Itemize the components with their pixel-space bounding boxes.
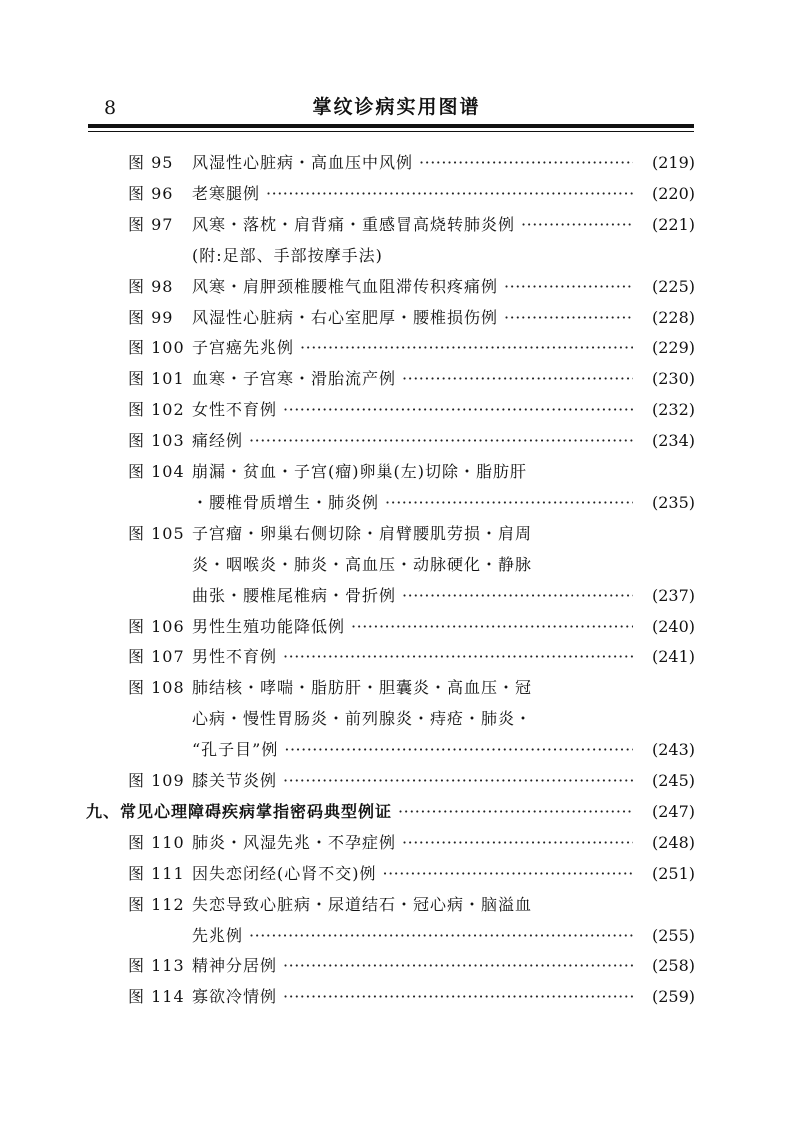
toc-figure-label: 图 102 — [128, 400, 185, 419]
toc-dot-leader — [249, 920, 633, 951]
toc-entry[interactable] — [0, 950, 793, 981]
toc-entry-title: 风寒・落枕・肩背痛・重感冒高烧转肺炎例 — [192, 215, 516, 234]
toc-figure-label: 图 107 — [128, 647, 185, 666]
toc-entry[interactable] — [0, 734, 793, 765]
toc-dot-leader — [402, 363, 633, 394]
toc-entry[interactable] — [0, 611, 793, 642]
toc-entry[interactable] — [0, 827, 793, 858]
toc-page-number: (228) — [651, 308, 695, 327]
toc-dot-leader — [283, 641, 633, 672]
toc-page-number: (235) — [651, 493, 695, 512]
toc-page-number: (251) — [651, 864, 695, 883]
toc-page-number: (247) — [651, 802, 695, 821]
toc-entry[interactable] — [0, 549, 793, 580]
toc-page-number: (237) — [651, 586, 695, 605]
toc-entry-title: 风湿性心脏病・右心室肥厚・腰椎损伤例 — [192, 308, 499, 327]
toc-dot-leader — [504, 271, 633, 302]
toc-entry[interactable] — [0, 209, 793, 240]
toc-entry[interactable] — [0, 332, 793, 363]
toc-dot-leader — [504, 302, 633, 333]
toc-page-number: (229) — [651, 338, 695, 357]
toc-page-number: (248) — [651, 833, 695, 852]
toc-entry-title: 因失恋闭经(心肾不交)例 — [192, 864, 377, 883]
toc-dot-leader — [402, 580, 633, 611]
toc-figure-label: 图 103 — [128, 431, 185, 450]
toc-dot-leader — [521, 209, 633, 240]
toc-dot-leader — [385, 487, 633, 518]
toc-entry[interactable] — [0, 271, 793, 302]
toc-figure-label: 图 112 — [128, 895, 185, 914]
toc-page-number: (219) — [651, 153, 695, 172]
toc-figure-label: 图 106 — [128, 617, 185, 636]
toc-entry-title: 心病・慢性胃肠炎・前列腺炎・痔疮・肺炎・ — [192, 709, 533, 728]
toc-dot-leader — [283, 981, 633, 1012]
toc-entry-title: 失恋导致心脏病・尿道结石・冠心病・脑溢血 — [192, 895, 533, 914]
toc-entry[interactable] — [0, 302, 793, 333]
toc-entry-title: (附:足部、手部按摩手法) — [192, 246, 383, 265]
toc-entry-title: “孔子目”例 — [192, 740, 279, 759]
toc-entry[interactable] — [0, 703, 793, 734]
toc-figure-label: 图 100 — [128, 338, 185, 357]
toc-entry[interactable] — [0, 981, 793, 1012]
toc-entry-title: 寡欲冷情例 — [192, 987, 278, 1006]
toc-dot-leader — [419, 147, 633, 178]
toc-entry-title: 女性不育例 — [192, 400, 278, 419]
toc-entry[interactable] — [0, 425, 793, 456]
toc-entry[interactable] — [0, 147, 793, 178]
toc-figure-label: 图 96 — [128, 184, 174, 203]
toc-page-number: (230) — [651, 369, 695, 388]
toc-entry[interactable] — [0, 641, 793, 672]
toc-entry-title: 曲张・腰椎尾椎病・骨折例 — [192, 586, 397, 605]
toc-figure-label: 图 109 — [128, 771, 185, 790]
toc-figure-label: 图 95 — [128, 153, 174, 172]
toc-figure-label: 图 97 — [128, 215, 174, 234]
toc-section-heading[interactable] — [0, 796, 793, 827]
toc-dot-leader — [402, 827, 633, 858]
toc-entry[interactable] — [0, 178, 793, 209]
toc-entry[interactable] — [0, 889, 793, 920]
toc-figure-label: 图 99 — [128, 308, 174, 327]
toc-figure-label: 图 101 — [128, 369, 185, 388]
toc-page-number: (232) — [651, 400, 695, 419]
toc-entry-title: 血寒・子宫寒・滑胎流产例 — [192, 369, 397, 388]
toc-page-number: (255) — [651, 926, 695, 945]
toc-dot-leader — [283, 765, 633, 796]
toc-entry-title: 子宫瘤・卵巢右侧切除・肩臂腰肌劳损・肩周 — [192, 524, 533, 543]
toc-page-number: (243) — [651, 740, 695, 759]
toc-page-number: (245) — [651, 771, 695, 790]
toc-entry-title: 男性不育例 — [192, 647, 278, 666]
toc-dot-leader — [266, 178, 633, 209]
toc-entry[interactable] — [0, 518, 793, 549]
toc-dot-leader — [351, 611, 633, 642]
toc-entry[interactable] — [0, 580, 793, 611]
toc-page-number: (225) — [651, 277, 695, 296]
toc-dot-leader — [300, 332, 633, 363]
toc-entry[interactable] — [0, 765, 793, 796]
toc-page-number: (241) — [651, 647, 695, 666]
toc-entry[interactable] — [0, 363, 793, 394]
toc-section-title: 九、常见心理障碍疾病掌指密码典型例证 — [86, 802, 393, 821]
toc-entry[interactable] — [0, 920, 793, 951]
toc-entry-title: 风寒・肩胛颈椎腰椎气血阻滞传积疼痛例 — [192, 277, 499, 296]
toc-entry-title: 膝关节炎例 — [192, 771, 278, 790]
toc-dot-leader — [398, 796, 633, 827]
toc-page-number: (221) — [651, 215, 695, 234]
toc-page-number: (258) — [651, 956, 695, 975]
toc-page-number: (234) — [651, 431, 695, 450]
toc-entry-title: 精神分居例 — [192, 956, 278, 975]
toc-entry-title: 崩漏・贫血・子宫(瘤)卵巢(左)切除・脂肪肝 — [192, 462, 527, 481]
toc-entry-title: 炎・咽喉炎・肺炎・高血压・动脉硬化・静脉 — [192, 555, 533, 574]
toc-entry-title: 肺结核・哮喘・脂肪肝・胆囊炎・高血压・冠 — [192, 678, 533, 697]
toc-dot-leader — [383, 858, 634, 889]
toc-dot-leader — [249, 425, 633, 456]
running-title: 掌纹诊病实用图谱 — [312, 96, 481, 118]
page-number: 8 — [104, 97, 117, 119]
toc-dot-leader — [283, 950, 633, 981]
toc-figure-label: 图 110 — [128, 833, 185, 852]
toc-entry-title: 肺炎・风湿先兆・不孕症例 — [192, 833, 397, 852]
toc-figure-label: 图 98 — [128, 277, 174, 296]
toc-figure-label: 图 113 — [128, 956, 185, 975]
toc-figure-label: 图 104 — [128, 462, 185, 481]
toc-page-number: (259) — [651, 987, 695, 1006]
toc-entry[interactable] — [0, 672, 793, 703]
toc-entry-title: 风湿性心脏病・高血压中风例 — [192, 153, 414, 172]
toc-dot-leader — [283, 394, 633, 425]
toc-entry-title: 痛经例 — [192, 431, 244, 450]
toc-entry-title: ・腰椎骨质增生・肺炎例 — [192, 493, 380, 512]
toc-dot-leader — [284, 734, 633, 765]
toc-entry-title: 子宫癌先兆例 — [192, 338, 295, 357]
toc-entry[interactable] — [0, 394, 793, 425]
toc-figure-label: 图 111 — [128, 864, 185, 883]
toc-figure-label: 图 114 — [128, 987, 185, 1006]
toc-entry-title: 男性生殖功能降低例 — [192, 617, 346, 636]
toc-page-number: (240) — [651, 617, 695, 636]
toc-entry[interactable] — [0, 456, 793, 487]
toc-entry[interactable] — [0, 240, 793, 271]
toc-entry-title: 先兆例 — [192, 926, 244, 945]
toc-figure-label: 图 105 — [128, 524, 185, 543]
toc-figure-label: 图 108 — [128, 678, 185, 697]
toc-entry-title: 老寒腿例 — [192, 184, 261, 203]
toc-page-number: (220) — [651, 184, 695, 203]
toc-entry[interactable] — [0, 487, 793, 518]
toc-entry[interactable] — [0, 858, 793, 889]
